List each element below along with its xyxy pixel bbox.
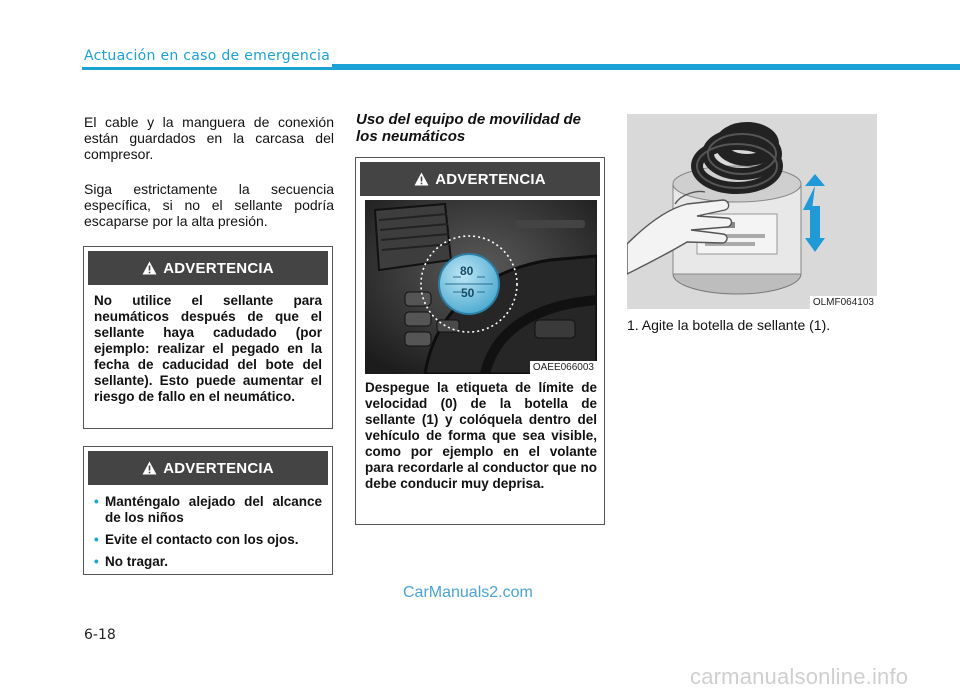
warning-box-expiry [83, 246, 333, 429]
footer-site-watermark: carmanualsonline.info [690, 664, 909, 689]
list-item: • No tragar. [94, 554, 169, 569]
watermark-link[interactable]: CarManuals2.com [403, 584, 533, 601]
speed-label-bottom: 50 [461, 286, 475, 300]
warning-text: Despegue la etiqueta de límite de velocidad (0) de la botella de sellante (1) y colóquela dentro del vehículo de forma que sea visible, como por ejemplo en el volante para recordarle al conductor que no debe conducir muy deprisa. [365, 380, 597, 491]
sealant-bottle-illustration [627, 114, 877, 309]
step-1-text: 1. Agite la botella de sellante (1). [627, 317, 831, 333]
image-code-tag: OAEE066003 [530, 361, 597, 374]
warning-triangle-icon [414, 172, 429, 186]
list-item: • Evite el contacto con los ojos. [94, 532, 299, 547]
warning-header [360, 162, 600, 196]
warning-triangle-icon [142, 261, 157, 275]
paragraph-sequence: Siga estrictamente la secuencia específica, si no el sellante podría escaparse por la alta presión. [84, 181, 334, 229]
section-title: Actuación en caso de emergencia [84, 48, 331, 64]
image-code-tag: OLMF064103 [810, 296, 877, 309]
warning-header [88, 251, 328, 285]
warning-title: ADVERTENCIA [163, 259, 274, 277]
warning-list [84, 485, 332, 570]
bullet-icon: • [94, 532, 99, 547]
paragraph-cable: El cable y la manguera de conexión están guardados en la carcasa del compresor. [84, 114, 334, 162]
steering-wheel-image [365, 200, 597, 374]
bullet-icon: • [94, 554, 99, 569]
bullet-icon: • [94, 494, 99, 509]
page-number: 6-18 [84, 627, 116, 643]
warning-title: ADVERTENCIA [163, 459, 274, 477]
warning-title: ADVERTENCIA [435, 170, 546, 188]
warning-triangle-icon [142, 461, 157, 475]
header-rule [82, 67, 960, 70]
hand-shaking-bottle-image [627, 114, 877, 309]
list-item: • Manténgalo alejado del alcance de los niños [94, 494, 322, 525]
warning-box-label [355, 157, 605, 525]
dashboard-illustration [365, 200, 597, 374]
warning-box-safety [83, 446, 333, 575]
warning-header [88, 451, 328, 485]
section-heading: Uso del equipo de movilidad de los neumáticos [356, 111, 582, 145]
warning-text: No utilice el sellante para neumáticos después de que el sellante haya cadudado (por ejemplo: realizar el pegado en la fecha de caducidad del bote del sellante). Esto puede aumentar el riesgo de fallo en el neumático. [94, 293, 322, 404]
speed-label-top: 80 [460, 264, 474, 278]
